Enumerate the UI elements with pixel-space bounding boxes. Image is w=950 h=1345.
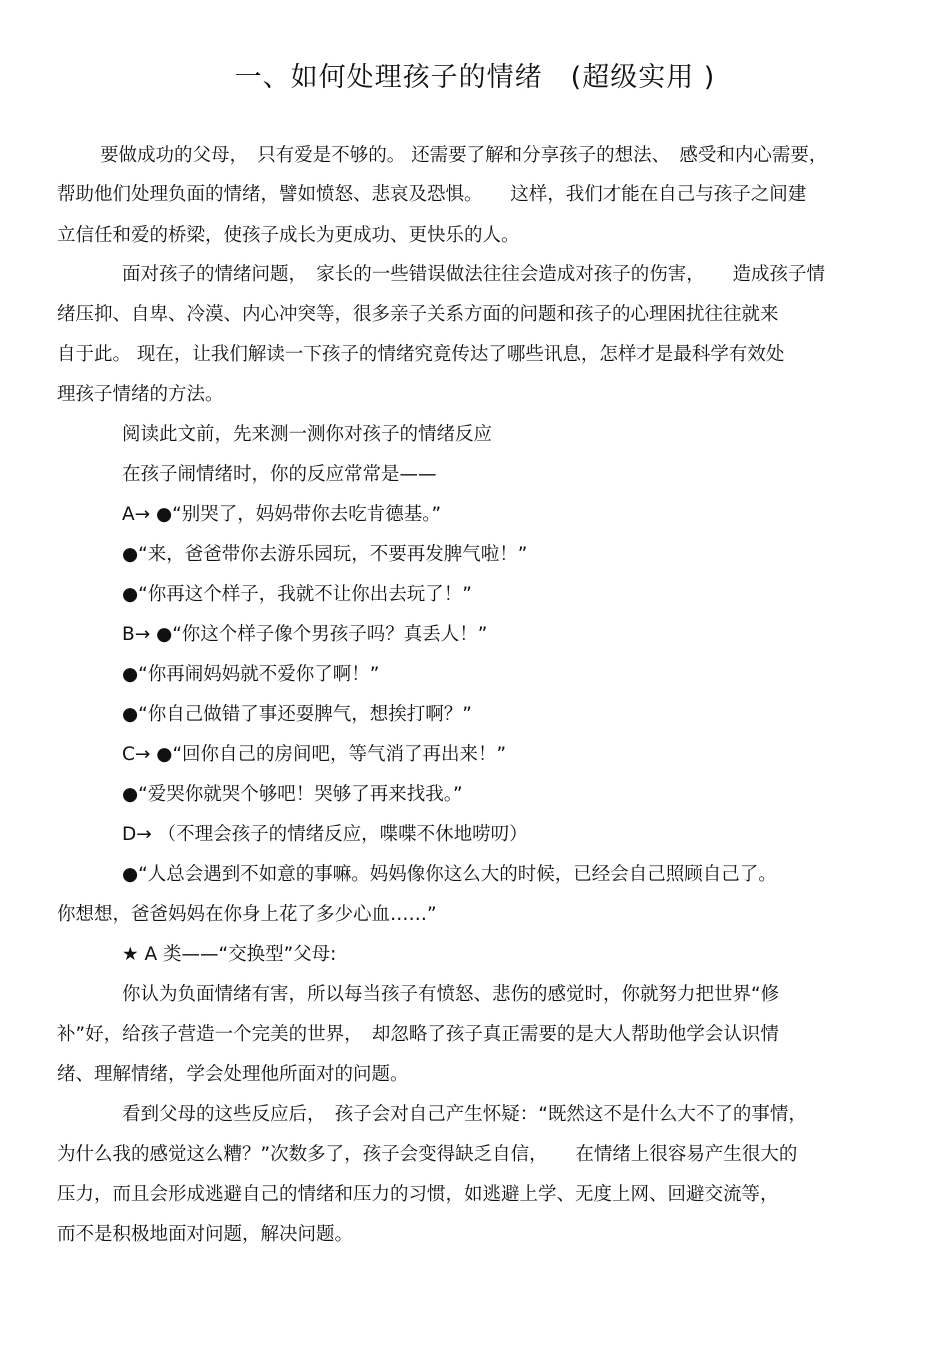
quiz-item: ●“来，爸爸带你去游乐园玩，不要再发脾气啦！”	[122, 544, 528, 565]
paragraph-line: 压力，而且会形成逃避自己的情绪和压力的习惯，如逃避上学、无度上网、回避交流等，	[57, 1184, 779, 1205]
paragraph-line: 立信任和爱的桥梁，使孩子成长为更成功、更快乐的人。	[57, 225, 520, 246]
paragraph-line: 绪、理解情绪，学会处理他所面对的问题。	[57, 1064, 409, 1085]
section-heading: ★ A 类——“交换型”父母:	[122, 944, 337, 965]
quiz-option-d: D→ （不理会孩子的情绪反应，喋喋不休地唠叨）	[122, 824, 528, 845]
quiz-item: 你想想，爸爸妈妈在你身上花了多少心血……”	[57, 904, 437, 925]
paragraph-line: 要做成功的父母， 只有爱是不够的。 还需要了解和分享孩子的想法、 感受和内心需要，	[100, 145, 828, 166]
paragraph-line: 而不是积极地面对问题，解决问题。	[57, 1224, 354, 1245]
paragraph-line: 自于此。 现在，让我们解读一下孩子的情绪究竟传达了哪些讯息，怎样才是最科学有效处	[57, 344, 785, 365]
paragraph-line: 你认为负面情绪有害，所以每当孩子有愤怒、悲伤的感觉时，你就努力把世界“修	[122, 984, 780, 1005]
paragraph-line: 为什么我的感觉这么糟？”次数多了，孩子会变得缺乏自信， 在情绪上很容易产生很大的	[57, 1144, 798, 1165]
paragraph-line: 绪压抑、自卑、冷漠、内心冲突等，很多亲子关系方面的问题和孩子的心理困扰往往就来	[57, 304, 779, 325]
quiz-item: ●“你自己做错了事还耍脾气，想挨打啊？”	[122, 704, 472, 725]
quiz-item: ●“你再闹妈妈就不爱你了啊！”	[122, 664, 380, 685]
paragraph-line: 帮助他们处理负面的情绪，譬如愤怒、悲哀及恐惧。 这样，我们才能在自己与孩子之间建	[57, 184, 807, 205]
quiz-item: ●“人总会遇到不如意的事嘛。妈妈像你这么大的时候，已经会自己照顾自己了。	[122, 864, 777, 885]
paragraph-line: 阅读此文前，先来测一测你对孩子的情绪反应	[122, 424, 493, 445]
paragraph-line: 看到父母的这些反应后， 孩子会对自己产生怀疑：“既然这不是什么大不了的事情，	[122, 1104, 807, 1125]
paragraph-line: 面对孩子的情绪问题， 家长的一些错误做法往往会造成对孩子的伤害， 造成孩子情	[122, 264, 826, 285]
paragraph-line: 在孩子闹情绪时，你的反应常常是——	[122, 464, 437, 485]
quiz-option-b: B→ ●“你这个样子像个男孩子吗？真丢人！”	[122, 624, 488, 645]
quiz-option-c: C→ ●“回你自己的房间吧，等气消了再出来！”	[122, 744, 507, 765]
paragraph-line: 补”好，给孩子营造一个完美的世界， 却忽略了孩子真正需要的是大人帮助他学会认识情	[57, 1024, 779, 1045]
page-title: 一、如何处理孩子的情绪 (超级实用 )	[234, 62, 716, 93]
quiz-item: ●“爱哭你就哭个够吧！哭够了再来找我。”	[122, 784, 463, 805]
quiz-item: ●“你再这个样子，我就不让你出去玩了！”	[122, 584, 472, 605]
paragraph-line: 理孩子情绪的方法。	[57, 384, 224, 405]
quiz-option-a: A→ ●“别哭了，妈妈带你去吃肯德基。”	[122, 504, 442, 525]
